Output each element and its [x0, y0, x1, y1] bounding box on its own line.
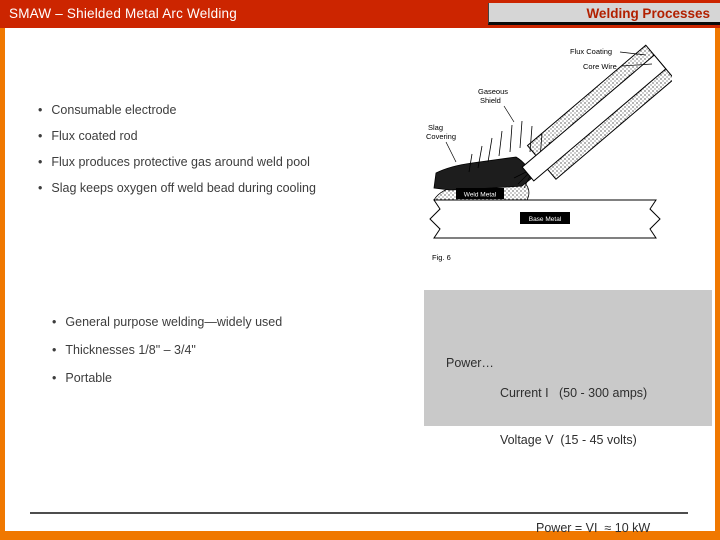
bullet-item: [52, 316, 412, 329]
bullet-text: Thicknesses 1/8" – 3/4": [65, 343, 196, 358]
bullet-text: Flux produces protective gas around weld pool: [51, 155, 310, 170]
bullet-marker: [52, 315, 65, 329]
bullet-item: [38, 130, 418, 143]
power-prefix: Power…: [446, 356, 494, 370]
current-line: Current I (50 - 300 amps): [499, 386, 648, 400]
section-tab: Welding Processes: [488, 3, 720, 25]
flux-coating-label: Flux Coating: [570, 47, 613, 56]
frame-right: [715, 0, 720, 540]
figure-caption: Fig. 6: [432, 253, 451, 262]
base-metal-label: Base Metal: [528, 216, 562, 223]
voltage-line: Voltage V (15 - 45 volts): [499, 433, 637, 447]
slag-layer: [434, 157, 532, 190]
electrode-core-wire: [522, 55, 666, 181]
smaw-diagram: [420, 42, 672, 274]
bullet-item: [38, 156, 418, 169]
weld-metal-label: Weld Metal: [463, 191, 497, 199]
slag-covering-leader: [446, 142, 456, 162]
bullet-text: Portable: [65, 371, 112, 386]
bullet-text: Slag keeps oxygen off weld bead during cooling: [51, 181, 316, 196]
slide-title: SMAW – Shielded Metal Arc Welding: [9, 6, 237, 21]
core-wire-label: Core Wire: [583, 62, 617, 71]
bullet-text: Consumable electrode: [51, 103, 177, 117]
power-info-box: [424, 290, 712, 535]
bullet-marker: [38, 155, 51, 169]
bullet-marker: [52, 371, 65, 385]
smaw-process-figure: [420, 42, 672, 274]
bullet-text: General purpose welding—widely used: [65, 315, 283, 329]
slag-covering-label-1: Slag: [428, 123, 444, 132]
bullet-item: [38, 104, 418, 117]
bullet-marker: [52, 343, 65, 357]
bullet-text: Flux coated rod: [51, 129, 138, 144]
footer-rule: [30, 512, 688, 514]
bullet-item: [52, 372, 412, 385]
slag-covering-label-2: Covering: [426, 132, 457, 141]
bullet-list-bottom: [52, 316, 412, 400]
bullet-list-top: [38, 104, 418, 209]
bullet-marker: [38, 129, 51, 143]
bullet-item: [52, 344, 412, 357]
bullet-marker: [38, 181, 51, 195]
gaseous-shield-leader: [504, 106, 514, 122]
frame-left: [0, 0, 5, 540]
bullet-marker: [38, 103, 51, 117]
bullet-item: [38, 182, 418, 195]
power-equation: Power = VI ≈ 10 kW: [536, 521, 651, 535]
gaseous-shield-label-2: Shield: [480, 96, 501, 105]
gaseous-shield-label-1: Gaseous: [478, 87, 509, 96]
